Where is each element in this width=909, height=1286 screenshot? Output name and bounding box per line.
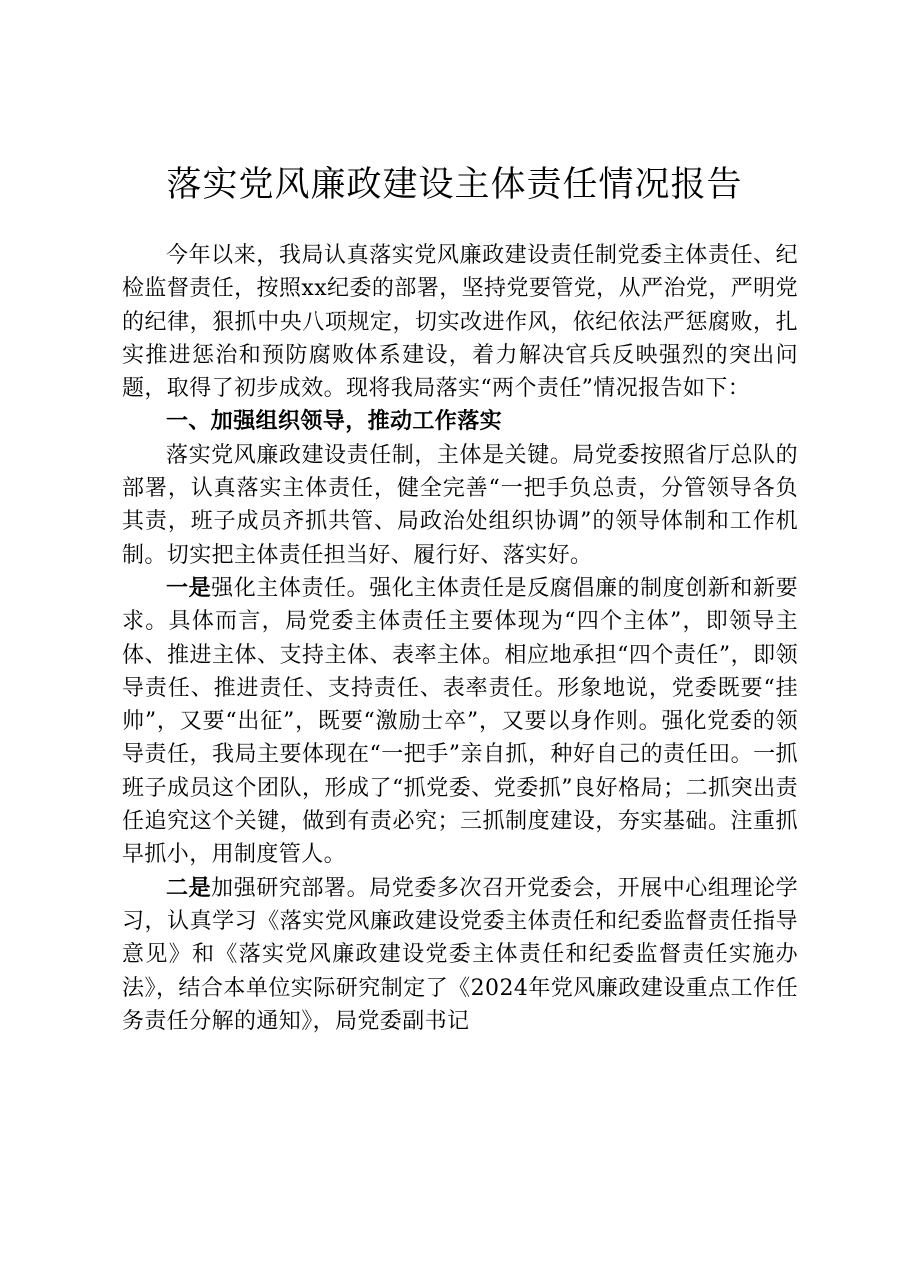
section-heading-1: 一、加强组织领导，推动工作落实 bbox=[166, 409, 503, 435]
paragraph-section-1: 落实党风廉政建设责任制，主体是关键。局党委按照省厅总队的部署，认真落实主体责任，健全完善“一把手负总责，分管领导各负其责，班子成员齐抓共管、局政治处组织协调”的领导体制和工作机制。切实把主体责任担当好、履行好、落实好。 bbox=[122, 442, 798, 568]
point-lead-2: 二是 bbox=[166, 875, 212, 901]
paragraph-point-2 bbox=[122, 872, 798, 1038]
document-title: 落实党风廉政建设主体责任情况报告 bbox=[166, 165, 743, 205]
point-text-1: 强化主体责任。强化主体责任是反腐倡廉的制度创新和新要求。具体而言，局党委主体责任主要体现为“四个主体”，即领导主体、推进主体、支持主体、表率主体。相应地承担“四个责任”，即领导责任、推进责任、支持责任、表率责任。形象地说，党委既要“挂帅”，又要“出征”，既要“激励士卒”，又要以身作则。强化党委的领导责任，我局主要体现在“一把手”亲自抓，种好自己的责任田。一抓班子成员这个团队，形成了“抓党委、党委抓”良好格局；二抓突出责任追究这个关键，做到有责必究；三抓制度建设，夯实基础。注重抓早抓小，用制度管人。 bbox=[122, 575, 798, 868]
point-lead-1: 一是 bbox=[166, 575, 212, 601]
paragraph-intro: 今年以来，我局认真落实党风廉政建设责任制党委主体责任、纪检监督责任，按照xx纪委的部署，坚持党要管党，从严治党，严明党的纪律，狠抓中央八项规定，切实改进作风，依纪依法严惩腐败，扎实推进惩治和预防腐败体系建设，着力解决官兵反映强烈的突出问题，取得了初步成效。现将我局落实“两个责任”情况报告如下： bbox=[122, 243, 798, 402]
paragraph-point-1 bbox=[122, 572, 798, 872]
point-text-2: 加强研究部署。局党委多次召开党委会，开展中心组理论学习，认真学习《落实党风廉政建设党委主体责任和纪委监督责任指导意见》和《落实党风廉政建设党委主体责任和纪委监督责任实施办法》，结合本单位实际研究制定了《2024年党风廉政建设重点工作任务责任分解的通知》，局党委副书记 bbox=[122, 875, 798, 1034]
document-body bbox=[122, 239, 798, 1038]
